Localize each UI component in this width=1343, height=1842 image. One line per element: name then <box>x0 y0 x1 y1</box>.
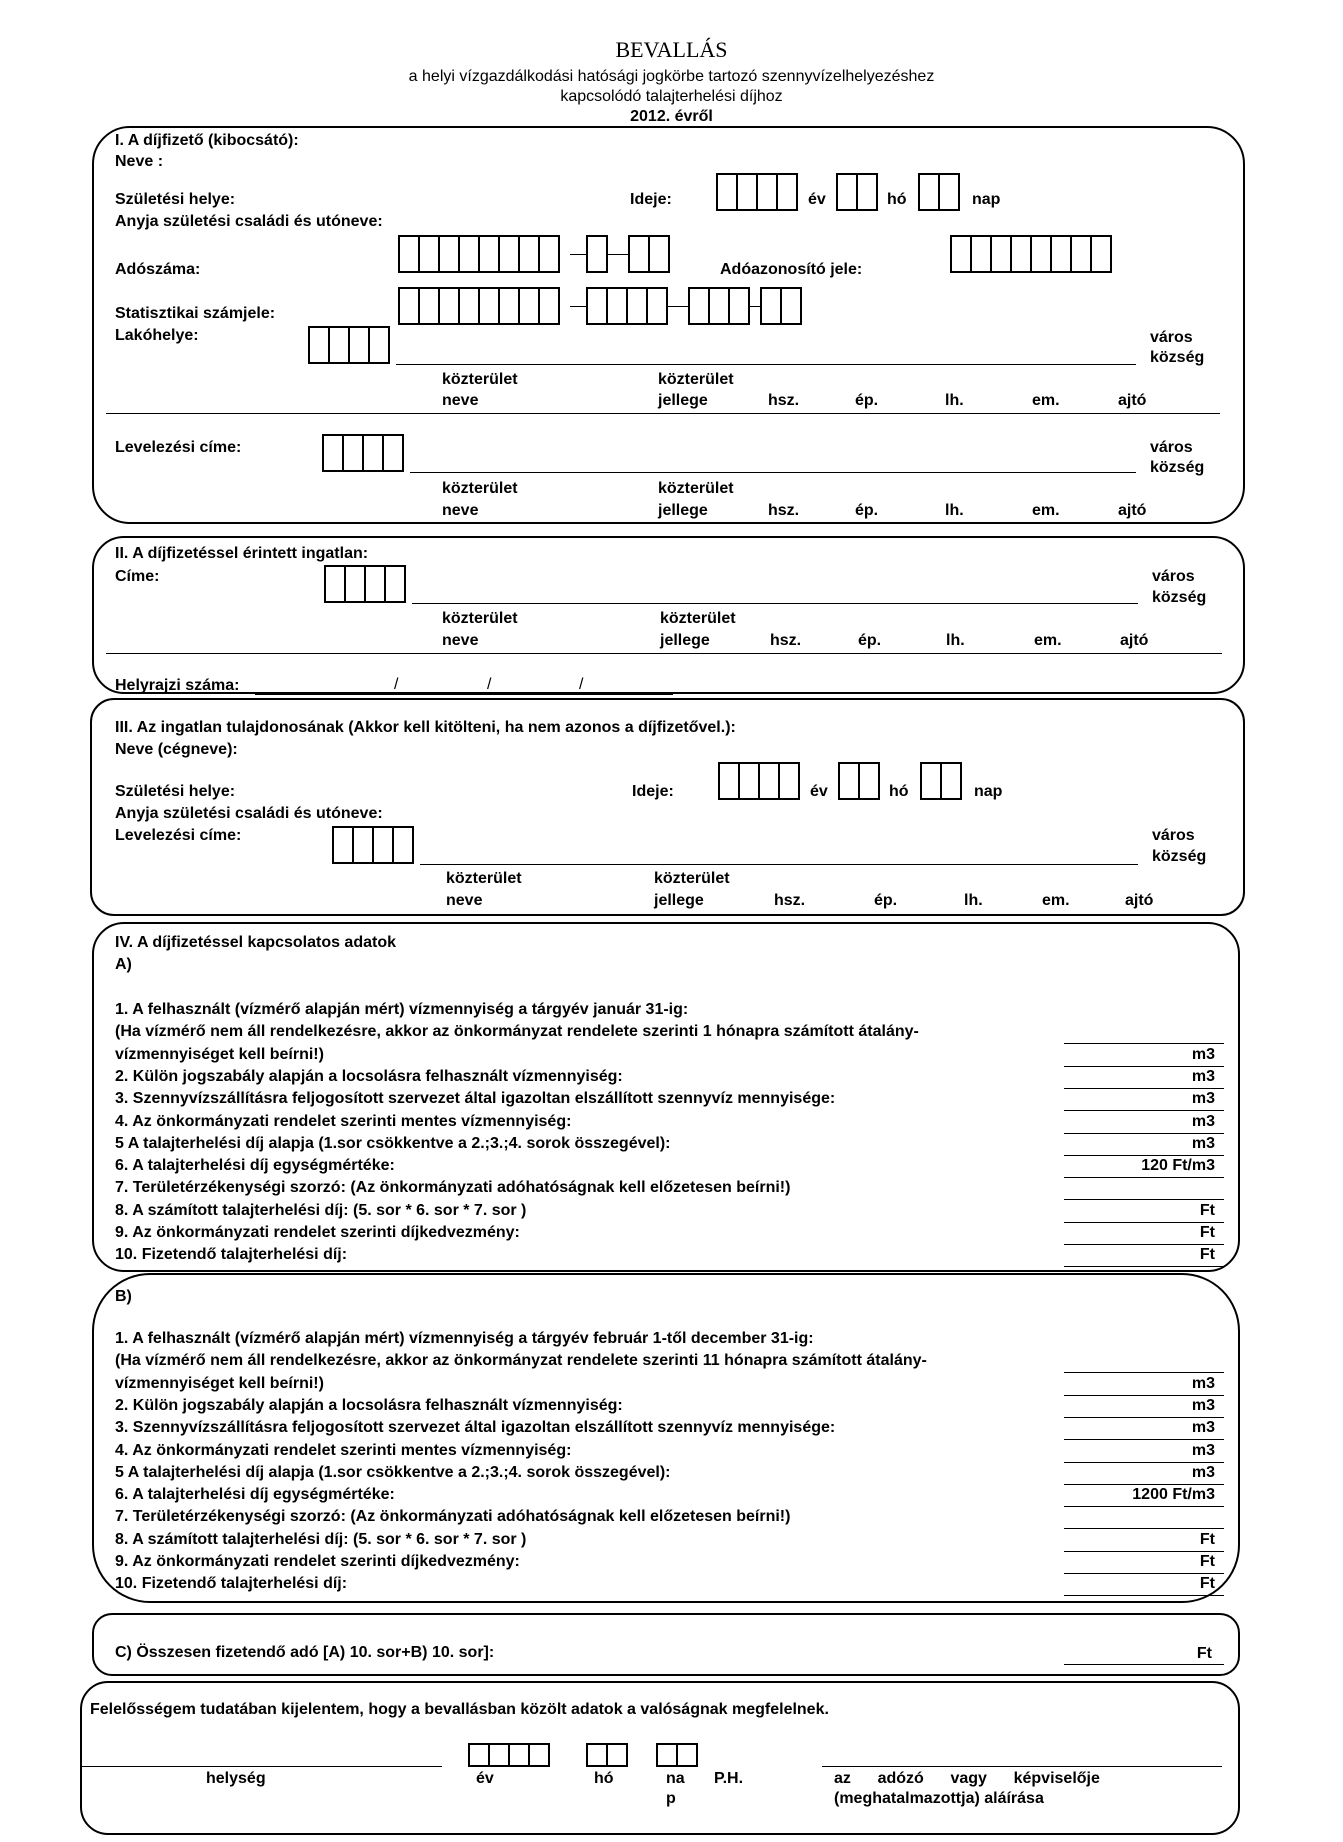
section-4b-row-10-label: 8. A számított talajterhelési díj: (5. sor * 6. sor * 7. sor ) <box>115 1530 527 1548</box>
property-address-line[interactable] <box>106 653 1222 654</box>
form-subtitle-2: kapcsolódó talajterhelési díjhoz <box>560 88 783 105</box>
day-label: nap <box>972 191 1001 208</box>
section-4a-row-3-unit: m3 <box>1191 1045 1215 1063</box>
section-4b-row-9-label: 7. Területérzékenységi szorzó: (Az önkormányzati adóhatóságnak kell előzetesen beírni!) <box>115 1508 791 1526</box>
section-4b-row-2-label: (Ha vízmérő nem áll rendelkezésre, akkor az önkormányzat rendelete szerinti 11 hónapra számított átalány- <box>115 1352 927 1370</box>
declaration-text: Felelősségem tudatában kijelentem, hogy a bevallásban közölt adatok a valóságnak megfelelnek. <box>90 1701 829 1718</box>
section-4b-row-7-value-line[interactable] <box>1064 1484 1224 1485</box>
section-4b-row-8-label: 6. A talajterhelési díj egységmértéke: <box>115 1486 395 1504</box>
section-4b-row-3-unit: m3 <box>1191 1374 1215 1392</box>
owner-year-label: év <box>810 783 828 800</box>
total-line[interactable] <box>1064 1664 1224 1665</box>
sign-month-label: hó <box>594 1770 614 1787</box>
section-4a-row-7-value-line[interactable] <box>1064 1155 1224 1156</box>
section-4a-row-12-label: 10. Fizetendő talajterhelési díj: <box>115 1246 348 1264</box>
residence-address-line[interactable] <box>106 413 1220 414</box>
section-4b-row-11-value-line[interactable] <box>1064 1573 1224 1574</box>
owner-mailing-label: Levelezési címe: <box>115 827 242 844</box>
street-type-label-3: jellege <box>660 632 710 649</box>
form-subtitle-1: a helyi vízgazdálkodási hatósági jogkörbe tartozó szennyvízelhelyezéshez <box>408 68 935 85</box>
section-4b-row-5-value-line[interactable] <box>1064 1439 1224 1440</box>
building-label: ép. <box>855 392 879 409</box>
sign-year-label: év <box>476 1770 494 1787</box>
section-4a-row-9-value-line[interactable] <box>1064 1199 1224 1200</box>
section-4a-row-3-value-line[interactable] <box>1064 1066 1224 1067</box>
section-4a-row-8-value-line[interactable] <box>1064 1177 1224 1178</box>
section-4b-row-5-unit: m3 <box>1191 1419 1215 1437</box>
owner-birth-day-boxes[interactable] <box>920 762 962 800</box>
section-4b-row-12-value-line[interactable] <box>1064 1595 1224 1596</box>
section-4a-row-6-unit: m3 <box>1191 1112 1215 1130</box>
tax-number-label: Adószáma: <box>115 261 201 278</box>
section-4a-row-10-unit: Ft <box>1199 1201 1215 1219</box>
staircase-label-4: lh. <box>964 892 983 909</box>
section-4a-row-5-value-line[interactable] <box>1064 1110 1224 1111</box>
section-4a-row-5-label: 3. Szennyvízszállításra feljogosított szervezet által igazoltan elszállított szennyvíz mennyisége: <box>115 1090 836 1108</box>
section-4a-row-7-unit: m3 <box>1191 1134 1215 1152</box>
residence-label: Lakóhelye: <box>115 327 199 344</box>
section-4b-row-4-label: 2. Külön jogszabály alapján a locsolásra felhasznált vízmennyiség: <box>115 1396 623 1414</box>
owner-day-label: nap <box>974 783 1003 800</box>
section-4b-row-2-value-line[interactable] <box>1064 1372 1224 1373</box>
kozseg-label-4: község <box>1152 848 1207 865</box>
floor-label: em. <box>1032 392 1060 409</box>
signature-line[interactable] <box>822 1766 1222 1767</box>
section-4b-row-6-unit: m3 <box>1191 1441 1215 1459</box>
signature-label-2: (meghatalmazottja) aláírása <box>834 1790 1044 1807</box>
section-4b-row-12-unit: Ft <box>1199 1575 1215 1593</box>
birth-year-boxes[interactable] <box>716 173 798 211</box>
section-4b-row-10-unit: Ft <box>1199 1530 1215 1548</box>
stat-number-boxes-1[interactable] <box>398 287 560 325</box>
house-number-label-4: hsz. <box>774 892 806 909</box>
section-4b-row-3-label: vízmennyiséget kell beírni!) <box>115 1374 324 1392</box>
owner-birth-year-boxes[interactable] <box>718 762 800 800</box>
street-type-label-top-3: közterület <box>660 610 736 627</box>
total-label: C) Összesen fizetendő adó [A) 10. sor+B) 10. sor]: <box>115 1644 495 1661</box>
lot-slash-1: / <box>394 676 399 693</box>
sign-day-boxes[interactable] <box>656 1743 698 1767</box>
section-4b-row-1-label: 1. A felhasznált (vízmérő alapján mért) vízmennyiség a tárgyév február 1-től december 31-ig: <box>115 1330 814 1347</box>
lot-number-label: Helyrajzi száma: <box>115 677 240 694</box>
section-4a-row-6-label: 4. Az önkormányzati rendelet szerinti mentes vízmennyiség: <box>115 1112 572 1130</box>
section-4b-row-6-label: 4. Az önkormányzati rendelet szerinti mentes vízmennyiség: <box>115 1441 572 1459</box>
section-4a-row-3-label: vízmennyiséget kell beírni!) <box>115 1045 324 1063</box>
section-4a-row-1-label: 1. A felhasznált (vízmérő alapján mért) vízmennyiség a tárgyév január 31-ig: <box>115 1001 689 1018</box>
property-zip-boxes[interactable] <box>324 565 406 603</box>
staircase-label: lh. <box>945 392 964 409</box>
mailing-city-line[interactable] <box>410 472 1136 473</box>
building-label-4: ép. <box>874 892 898 909</box>
section-4a-row-9-label: 7. Területérzékenységi szorzó: (Az önkormányzati adóhatóságnak kell előzetesen beírni!) <box>115 1179 791 1197</box>
form-year: 2012. évről <box>630 108 713 125</box>
total-unit: Ft <box>1196 1645 1212 1662</box>
birth-day-boxes[interactable] <box>918 173 960 211</box>
owner-birth-date-label: Ideje: <box>632 783 674 800</box>
street-type-label-2: jellege <box>658 502 708 519</box>
section-4a-row-4-unit: m3 <box>1191 1067 1215 1085</box>
section-4a-row-2-value-line[interactable] <box>1064 1043 1224 1044</box>
kozseg-label-2: község <box>1150 459 1205 476</box>
street-name-label-3: neve <box>442 632 479 649</box>
section-4b-label: B) <box>115 1288 132 1305</box>
place-label: helység <box>206 1770 266 1787</box>
floor-label-3: em. <box>1034 632 1062 649</box>
birth-date-label: Ideje: <box>630 191 672 208</box>
birth-place-label: Születési helye: <box>115 191 236 208</box>
lot-slash-3: / <box>579 676 584 693</box>
street-name-label-top: közterület <box>442 371 518 388</box>
tax-id-boxes[interactable] <box>950 235 1112 273</box>
section-4b-row-4-value-line[interactable] <box>1064 1417 1224 1418</box>
owner-mailing-zip-boxes[interactable] <box>332 826 414 864</box>
street-name-label-top-2: közterület <box>442 480 518 497</box>
section-4b-row-4-unit: m3 <box>1191 1396 1215 1414</box>
section-4a-row-2-label: (Ha vízmérő nem áll rendelkezésre, akkor az önkormányzat rendelete szerinti 1 hónapra számított átalány- <box>115 1023 919 1041</box>
stat-number-boxes-2[interactable] <box>586 287 668 325</box>
street-type-label-top-4: közterület <box>654 870 730 887</box>
stamp-label: P.H. <box>714 1770 744 1787</box>
stat-number-boxes-4[interactable] <box>760 287 802 325</box>
section-4a-row-11-label: 9. Az önkormányzati rendelet szerinti díjkedvezmény: <box>115 1224 520 1241</box>
kozseg-label: község <box>1150 349 1205 366</box>
stat-number-label: Statisztikai számjele: <box>115 305 276 322</box>
street-type-label-4: jellege <box>654 892 704 909</box>
section-4a-row-8-label: 6. A talajterhelési díj egységmértéke: <box>115 1157 395 1175</box>
property-city-line[interactable] <box>412 603 1138 604</box>
sign-year-boxes[interactable] <box>468 1743 550 1767</box>
section-4b-row-9-value-line[interactable] <box>1064 1528 1224 1529</box>
tax-number-boxes-3[interactable] <box>628 235 670 273</box>
form-title: BEVALLÁS <box>615 37 728 62</box>
kozseg-label-3: község <box>1152 589 1207 606</box>
owner-name-label: Neve (cégneve): <box>115 741 238 758</box>
sign-month-boxes[interactable] <box>586 1743 628 1767</box>
staircase-label-3: lh. <box>946 632 965 649</box>
street-type-label: jellege <box>658 392 708 409</box>
section-4a-row-6-value-line[interactable] <box>1064 1133 1224 1134</box>
section-4a-row-5-unit: m3 <box>1191 1090 1215 1108</box>
staircase-label-2: lh. <box>945 502 964 519</box>
section-4a-row-4-value-line[interactable] <box>1064 1088 1224 1089</box>
varos-label: város <box>1150 329 1193 346</box>
lot-number-line[interactable] <box>255 694 673 695</box>
section-4b-row-11-label: 9. Az önkormányzati rendelet szerinti díjkedvezmény: <box>115 1553 520 1570</box>
section-4a-row-11-value-line[interactable] <box>1064 1244 1224 1245</box>
section-4a-row-7-label: 5 A talajterhelési díj alapja (1.sor csökkentve a 2.;3.;4. sorok összegével): <box>115 1134 671 1152</box>
door-label-3: ajtó <box>1120 632 1149 649</box>
sign-day-label-b: p <box>666 1790 676 1807</box>
street-name-label: neve <box>442 392 479 409</box>
section-1-box <box>92 126 1245 524</box>
section-4b-row-11-unit: Ft <box>1199 1553 1215 1570</box>
door-label-4: ajtó <box>1125 892 1154 909</box>
section-4b-row-10-value-line[interactable] <box>1064 1551 1224 1552</box>
section-4a-row-12-value-line[interactable] <box>1064 1266 1224 1267</box>
section-4a-row-8-unit: 120 Ft/m3 <box>1141 1157 1215 1175</box>
varos-label-3: város <box>1152 568 1195 585</box>
section-4a-row-4-label: 2. Külön jogszabály alapján a locsolásra felhasznált vízmennyiség: <box>115 1067 623 1085</box>
street-name-label-4: neve <box>446 892 483 909</box>
street-name-label-top-4: közterület <box>446 870 522 887</box>
section-4b-row-3-value-line[interactable] <box>1064 1395 1224 1396</box>
section-4b-row-8-unit: 1200 Ft/m3 <box>1132 1486 1215 1504</box>
street-name-label-2: neve <box>442 502 479 519</box>
street-name-label-top-3: közterület <box>442 610 518 627</box>
year-label: év <box>808 191 826 208</box>
section-4b-row-7-unit: m3 <box>1191 1463 1215 1481</box>
section-4b-row-5-label: 3. Szennyvízszállításra feljogosított szervezet által igazoltan elszállított szennyvíz mennyisége: <box>115 1419 836 1437</box>
owner-birth-place-label: Születési helye: <box>115 783 236 800</box>
tax-id-label: Adóazonosító jele: <box>720 261 863 278</box>
owner-mailing-city-line[interactable] <box>420 864 1138 865</box>
mailing-address-label: Levelezési címe: <box>115 439 242 456</box>
section-1-title: I. A díjfizető (kibocsátó): <box>115 132 299 149</box>
owner-birth-month-boxes[interactable] <box>838 762 880 800</box>
tax-number-boxes-1[interactable] <box>398 235 560 273</box>
house-number-label: hsz. <box>768 392 800 409</box>
house-number-label-2: hsz. <box>768 502 800 519</box>
door-label: ajtó <box>1118 392 1147 409</box>
varos-label-4: város <box>1152 827 1195 844</box>
tax-number-boxes-2[interactable] <box>586 235 608 273</box>
property-address-label: Címe: <box>115 568 160 585</box>
place-line[interactable] <box>82 1766 442 1767</box>
building-label-2: ép. <box>855 502 879 519</box>
door-label-2: ajtó <box>1118 502 1147 519</box>
payer-name-label: Neve : <box>115 153 164 170</box>
building-label-3: ép. <box>858 632 882 649</box>
section-4-title: IV. A díjfizetéssel kapcsolatos adatok <box>115 934 396 951</box>
section-4a-row-10-value-line[interactable] <box>1064 1222 1224 1223</box>
section-4a-row-11-unit: Ft <box>1199 1224 1215 1241</box>
section-3-title: III. Az ingatlan tulajdonosának (Akkor kell kitölteni, ha nem azonos a díjfizetővel.): <box>115 719 736 736</box>
floor-label-4: em. <box>1042 892 1070 909</box>
sign-day-label-a: na <box>666 1770 685 1787</box>
month-label: hó <box>887 191 907 208</box>
section-4a-row-12-unit: Ft <box>1199 1246 1215 1264</box>
mailing-zip-boxes[interactable] <box>322 434 404 472</box>
section-4a-row-10-label: 8. A számított talajterhelési díj: (5. sor * 6. sor * 7. sor ) <box>115 1201 527 1219</box>
floor-label-2: em. <box>1032 502 1060 519</box>
residence-city-line[interactable] <box>396 364 1136 365</box>
varos-label-2: város <box>1150 439 1193 456</box>
mother-name-label: Anyja születési családi és utóneve: <box>115 213 383 230</box>
section-4b-row-12-label: 10. Fizetendő talajterhelési díj: <box>115 1575 348 1593</box>
birth-month-boxes[interactable] <box>836 173 878 211</box>
stat-number-boxes-3[interactable] <box>688 287 750 325</box>
owner-mother-name-label: Anyja születési családi és utóneve: <box>115 805 383 822</box>
section-4a-label: A) <box>115 956 132 973</box>
street-type-label-top: közterület <box>658 371 734 388</box>
section-4b-row-6-value-line[interactable] <box>1064 1462 1224 1463</box>
section-4b-row-7-label: 5 A talajterhelési díj alapja (1.sor csökkentve a 2.;3.;4. sorok összegével): <box>115 1463 671 1481</box>
street-type-label-top-2: közterület <box>658 480 734 497</box>
section-2-title: II. A díjfizetéssel érintett ingatlan: <box>115 545 369 562</box>
residence-zip-boxes[interactable] <box>308 326 390 364</box>
owner-month-label: hó <box>889 783 909 800</box>
section-4b-row-8-value-line[interactable] <box>1064 1506 1224 1507</box>
signature-label-1: az adózó vagy képviselője <box>834 1770 1100 1787</box>
house-number-label-3: hsz. <box>770 632 802 649</box>
lot-slash-2: / <box>487 676 492 693</box>
